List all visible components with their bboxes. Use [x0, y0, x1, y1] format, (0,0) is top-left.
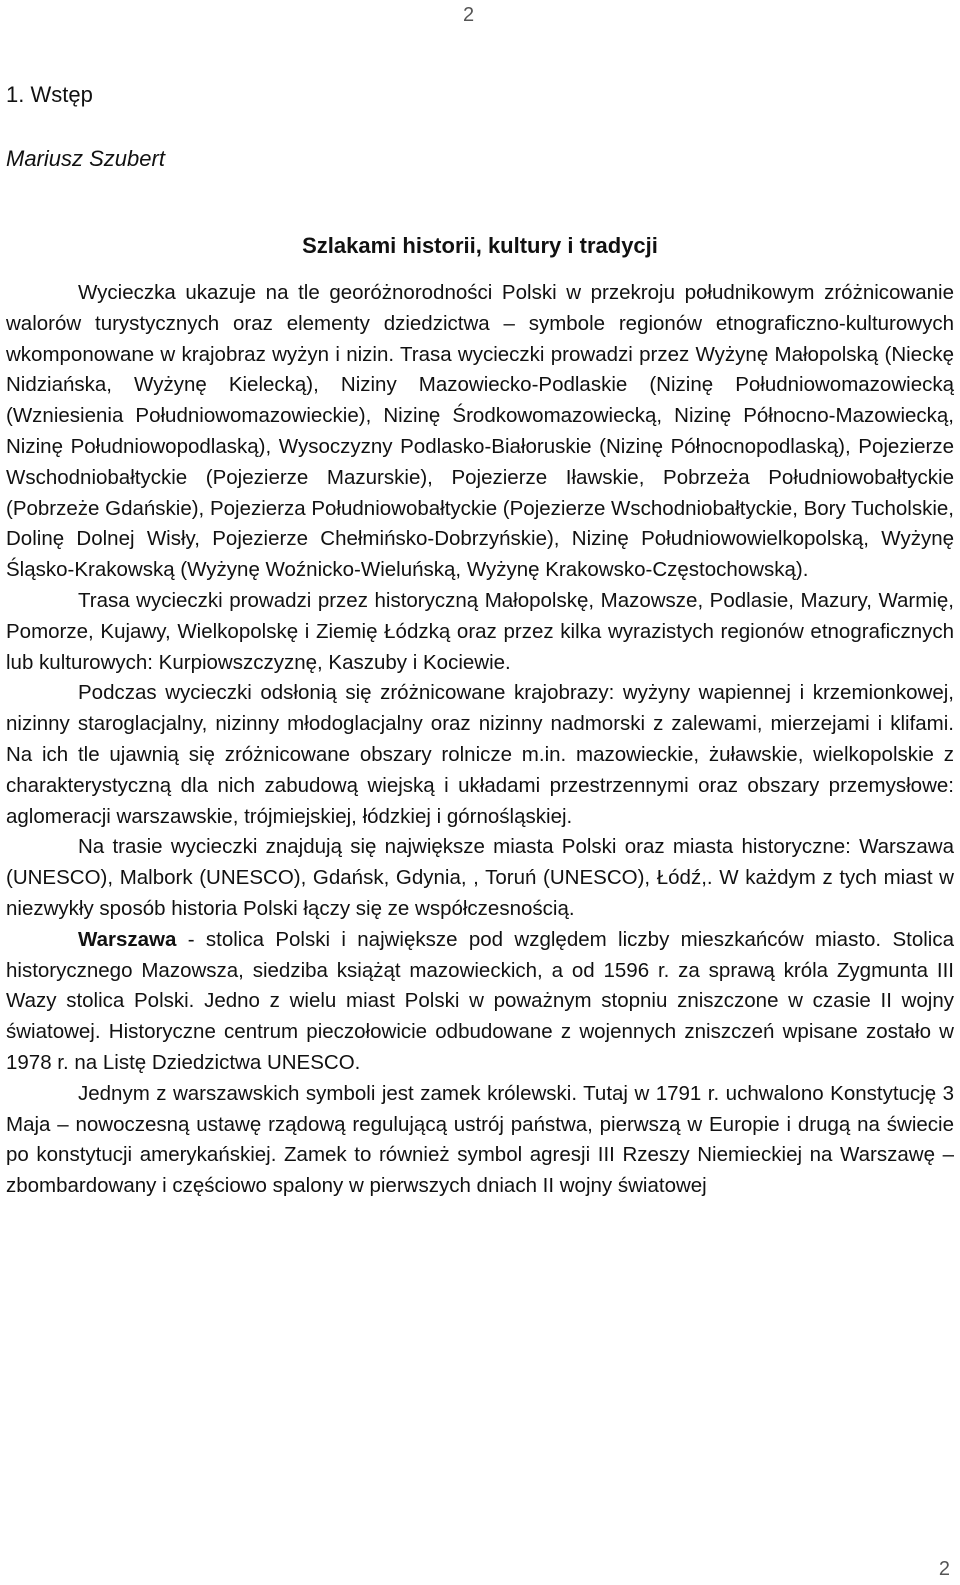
paragraph-cities: Na trasie wycieczki znajdują się największe miasta Polski oraz miasta historyczne: Warszawa (UNESCO), Malbork (UNESCO), Gdańsk, Gdynia, , Toruń (UNESCO), Łódź,. W każdym z tych miast w niezwykły sposób historia Polski łączy się ze współczesnością. [6, 835, 954, 920]
page-number-top: 2 [463, 4, 475, 26]
warsaw-description: - stolica Polski i największe pod względem liczby mieszkańców miasto. Stolica historycznego Mazowsza, siedziba książąt mazowieckich, a od 1596 r. za sprawą króla Zygmunta III Wazy stolica Polski. Jedno z wielu miast Polski w poważnym stopniu zniszczone w czasie II wojny światowej. Historyczne centrum pieczołowicie odbudowane z wojennych zniszczeń wpisane zostało w 1978 r. na Listę Dziedzictwa UNESCO. [6, 927, 954, 1074]
section-heading: 1. Wstęp [6, 82, 93, 107]
page-number-bottom: 2 [938, 1558, 950, 1580]
document-title: Szlakami historii, kultury i tradycji [302, 233, 658, 258]
warsaw-bold-term: Warszawa [78, 927, 177, 951]
paragraph-warsaw [6, 925, 954, 1079]
paragraph-regions: Trasa wycieczki prowadzi przez historyczną Małopolskę, Mazowsze, Podlasie, Mazury, Warmię, Pomorze, Kujawy, Wielkopolskę i Ziemię Łódzką oraz przez kilka wyrazistych regionów etnograficznych lub kulturowych: Kurpiowszczyznę, Kaszuby i Kociewie. [6, 588, 954, 674]
author-name: Mariusz Szubert [6, 146, 165, 171]
document-body [6, 80, 954, 1202]
paragraph-intro: Wycieczka ukazuje na tle georóżnorodności Polski w przekroju południkowym zróżnicowanie walorów turystycznych oraz elementy dziedzictwa – symbole regionów etnograficzno-kulturowych wkomponowane w krajobraz wyżyn i nizin. Trasa wycieczki prowadzi przez Wyżynę Małopolską (Nieckę Nidziańska, Wyżynę Kielecką), Niziny Mazowiecko-Podlaskie (Nizinę Południowomazowiecką (Wzniesienia Południowomazowieckie), Nizinę Środkowomazowiecką, Nizinę Północno-Mazowiecką, Nizinę Południowopodlaską), Wysoczyzny Podlasko-Białoruskie (Nizinę Północnopodlaską), Pojezierze Wschodniobałtyckie (Pojezierze Mazurskie), Pojezierze Iławskie, Pobrzeża Południowobałtyckie (Pobrzeże Gdańskie), Pojezierza Południowobałtyckie (Pojezierze Wschodniobałtyckie, Bory Tucholskie, Dolinę Dolnej Wisły, Pojezierze Chełmińsko-Dobrzyńskie), Nizinę Południowowielkopolską, Wyżynę Śląsko-Krakowską (Wyżynę Woźnicko-Wieluńską, Wyżynę Krakowsko-Częstochowską). [6, 281, 954, 582]
paragraph-royal-castle: Jednym z warszawskich symboli jest zamek królewski. Tutaj w 1791 r. uchwalono Konstytucję 3 Maja – nowoczesną ustawę rządową regulującą ustrój państwa, pierwszą w Europie i drugą na świecie po konstytucji amerykańskiej. Zamek to również symbol agresji III Rzeszy Niemieckiej na Warszawę – zbombardowany i częściowo spalony w pierwszych dniach II wojny światowej [6, 1081, 954, 1198]
paragraph-landscapes: Podczas wycieczki odsłonią się zróżnicowane krajobrazy: wyżyny wapiennej i krzemionkowej, nizinny staroglacjalny, nizinny młodoglacjalny oraz nizinny nadmorski z zalewami, mierzejami i klifami. Na ich tle ujawnią się zróżnicowane obszary rolnicze m.in. mazowieckie, żuławskie, wielkopolskie z charakterystyczną dla nich zabudową wiejską i układami przestrzennymi oraz obszary przemysłowe: aglomeracji warszawskie, trójmiejskiej, łódzkiej i górnośląskiej. [6, 681, 954, 828]
